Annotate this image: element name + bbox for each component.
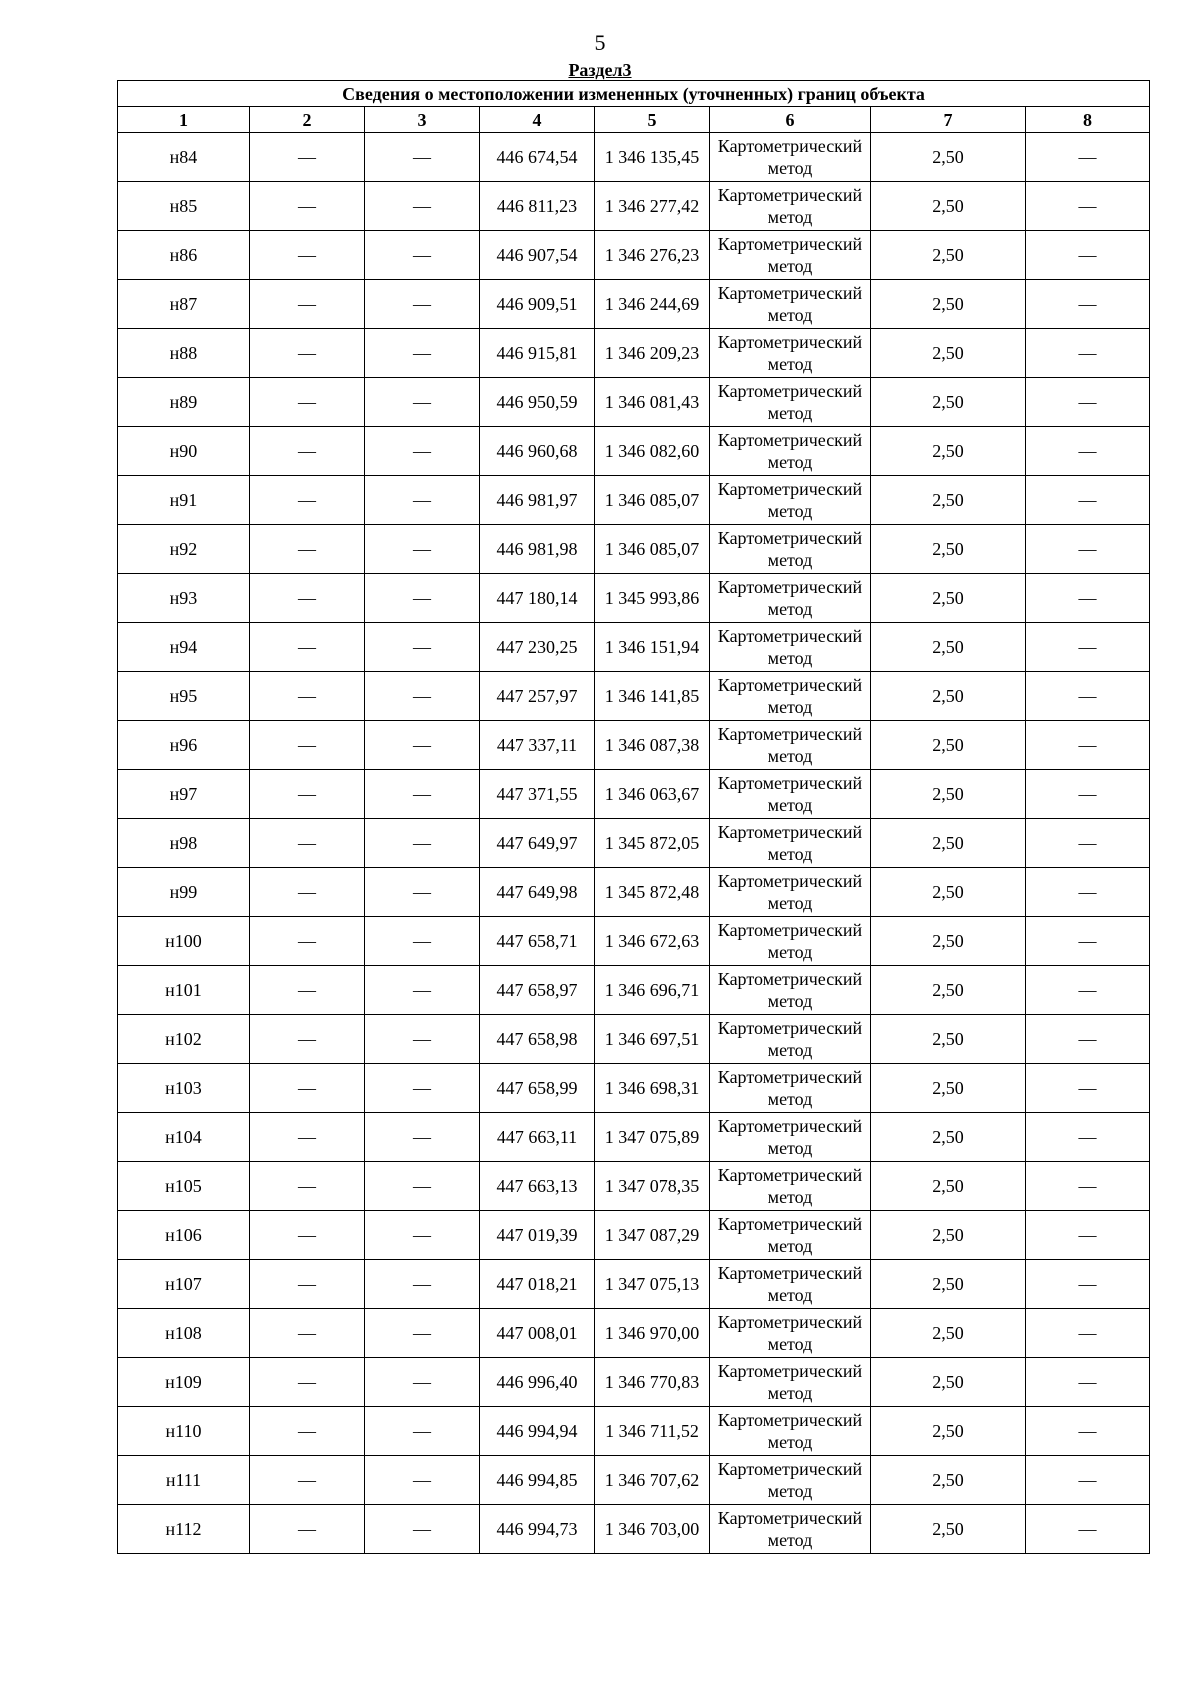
x-coordinate-cell: 447 371,55 [480, 770, 595, 819]
dash-cell: — [1026, 1456, 1150, 1505]
x-coordinate-cell: 447 018,21 [480, 1260, 595, 1309]
y-coordinate-cell: 1 346 698,31 [595, 1064, 710, 1113]
dash-cell: — [250, 280, 365, 329]
accuracy-cell: 2,50 [871, 868, 1026, 917]
dash-cell: — [1026, 1260, 1150, 1309]
y-coordinate-cell: 1 346 135,45 [595, 133, 710, 182]
y-coordinate-cell: 1 346 085,07 [595, 525, 710, 574]
method-cell: Картометрический метод [710, 1407, 871, 1456]
dash-cell: — [250, 966, 365, 1015]
table-row [118, 182, 1150, 231]
accuracy-cell: 2,50 [871, 966, 1026, 1015]
y-coordinate-cell: 1 346 703,00 [595, 1505, 710, 1554]
dash-cell: — [365, 574, 480, 623]
dash-cell: — [365, 868, 480, 917]
accuracy-cell: 2,50 [871, 1456, 1026, 1505]
method-cell: Картометрический метод [710, 1505, 871, 1554]
column-number: 2 [250, 107, 365, 133]
dash-cell: — [1026, 966, 1150, 1015]
dash-cell: — [1026, 1358, 1150, 1407]
y-coordinate-cell: 1 346 087,38 [595, 721, 710, 770]
table-row [118, 427, 1150, 476]
dash-cell: — [1026, 721, 1150, 770]
dash-cell: — [1026, 329, 1150, 378]
section-title: Раздел3 [568, 60, 632, 80]
dash-cell: — [1026, 819, 1150, 868]
x-coordinate-cell: 447 230,25 [480, 623, 595, 672]
accuracy-cell: 2,50 [871, 476, 1026, 525]
y-coordinate-cell: 1 346 770,83 [595, 1358, 710, 1407]
accuracy-cell: 2,50 [871, 1162, 1026, 1211]
dash-cell: — [250, 868, 365, 917]
point-name-cell: н92 [118, 525, 250, 574]
method-cell: Картометрический метод [710, 1015, 871, 1064]
point-name-cell: н94 [118, 623, 250, 672]
boundary-coordinates-table [117, 80, 1150, 1554]
table-row [118, 476, 1150, 525]
dash-cell: — [250, 427, 365, 476]
x-coordinate-cell: 446 994,94 [480, 1407, 595, 1456]
dash-cell: — [1026, 525, 1150, 574]
x-coordinate-cell: 447 663,11 [480, 1113, 595, 1162]
point-name-cell: н88 [118, 329, 250, 378]
method-cell: Картометрический метод [710, 868, 871, 917]
table-row [118, 1064, 1150, 1113]
dash-cell: — [250, 1358, 365, 1407]
dash-cell: — [250, 1407, 365, 1456]
dash-cell: — [250, 133, 365, 182]
table-row [118, 966, 1150, 1015]
table-row [118, 868, 1150, 917]
dash-cell: — [1026, 1113, 1150, 1162]
dash-cell: — [365, 1456, 480, 1505]
dash-cell: — [365, 819, 480, 868]
dash-cell: — [1026, 1015, 1150, 1064]
accuracy-cell: 2,50 [871, 917, 1026, 966]
point-name-cell: н90 [118, 427, 250, 476]
point-name-cell: н108 [118, 1309, 250, 1358]
accuracy-cell: 2,50 [871, 1064, 1026, 1113]
accuracy-cell: 2,50 [871, 574, 1026, 623]
method-cell: Картометрический метод [710, 231, 871, 280]
method-cell: Картометрический метод [710, 966, 871, 1015]
table-row [118, 1113, 1150, 1162]
x-coordinate-cell: 447 649,98 [480, 868, 595, 917]
dash-cell: — [365, 672, 480, 721]
x-coordinate-cell: 446 811,23 [480, 182, 595, 231]
accuracy-cell: 2,50 [871, 721, 1026, 770]
table-row [118, 819, 1150, 868]
dash-cell: — [1026, 1407, 1150, 1456]
table-row [118, 1456, 1150, 1505]
table-row [118, 721, 1150, 770]
table-row [118, 917, 1150, 966]
accuracy-cell: 2,50 [871, 1407, 1026, 1456]
page-number: 5 [594, 30, 606, 55]
x-coordinate-cell: 447 658,98 [480, 1015, 595, 1064]
accuracy-cell: 2,50 [871, 1113, 1026, 1162]
accuracy-cell: 2,50 [871, 1015, 1026, 1064]
method-cell: Картометрический метод [710, 182, 871, 231]
dash-cell: — [365, 623, 480, 672]
dash-cell: — [365, 966, 480, 1015]
dash-cell: — [1026, 1211, 1150, 1260]
accuracy-cell: 2,50 [871, 1211, 1026, 1260]
dash-cell: — [250, 721, 365, 770]
x-coordinate-cell: 447 658,71 [480, 917, 595, 966]
table-row [118, 1015, 1150, 1064]
table-row [118, 231, 1150, 280]
table-row [118, 770, 1150, 819]
dash-cell: — [250, 1064, 365, 1113]
method-cell: Картометрический метод [710, 917, 871, 966]
dash-cell: — [250, 1211, 365, 1260]
dash-cell: — [250, 378, 365, 427]
column-number: 6 [710, 107, 871, 133]
column-number-row [118, 107, 1150, 133]
y-coordinate-cell: 1 346 672,63 [595, 917, 710, 966]
dash-cell: — [250, 182, 365, 231]
dash-cell: — [1026, 1162, 1150, 1211]
method-cell: Картометрический метод [710, 1211, 871, 1260]
point-name-cell: н89 [118, 378, 250, 427]
column-number: 3 [365, 107, 480, 133]
dash-cell: — [250, 819, 365, 868]
table-body [118, 133, 1150, 1554]
point-name-cell: н96 [118, 721, 250, 770]
table-caption: Сведения о местоположении измененных (уточненных) границ объекта [118, 81, 1150, 107]
method-cell: Картометрический метод [710, 378, 871, 427]
accuracy-cell: 2,50 [871, 133, 1026, 182]
column-number: 5 [595, 107, 710, 133]
dash-cell: — [1026, 623, 1150, 672]
dash-cell: — [365, 427, 480, 476]
y-coordinate-cell: 1 346 063,67 [595, 770, 710, 819]
x-coordinate-cell: 447 337,11 [480, 721, 595, 770]
dash-cell: — [365, 1407, 480, 1456]
accuracy-cell: 2,50 [871, 231, 1026, 280]
method-cell: Картометрический метод [710, 329, 871, 378]
dash-cell: — [365, 917, 480, 966]
dash-cell: — [1026, 231, 1150, 280]
dash-cell: — [365, 476, 480, 525]
method-cell: Картометрический метод [710, 819, 871, 868]
point-name-cell: н100 [118, 917, 250, 966]
dash-cell: — [1026, 1064, 1150, 1113]
dash-cell: — [1026, 1309, 1150, 1358]
y-coordinate-cell: 1 347 087,29 [595, 1211, 710, 1260]
point-name-cell: н95 [118, 672, 250, 721]
dash-cell: — [250, 917, 365, 966]
dash-cell: — [250, 623, 365, 672]
dash-cell: — [365, 1113, 480, 1162]
y-coordinate-cell: 1 346 277,42 [595, 182, 710, 231]
x-coordinate-cell: 446 994,85 [480, 1456, 595, 1505]
method-cell: Картометрический метод [710, 133, 871, 182]
method-cell: Картометрический метод [710, 1064, 871, 1113]
table-row [118, 525, 1150, 574]
point-name-cell: н102 [118, 1015, 250, 1064]
accuracy-cell: 2,50 [871, 329, 1026, 378]
y-coordinate-cell: 1 347 075,13 [595, 1260, 710, 1309]
accuracy-cell: 2,50 [871, 1309, 1026, 1358]
dash-cell: — [250, 1015, 365, 1064]
dash-cell: — [1026, 917, 1150, 966]
y-coordinate-cell: 1 346 707,62 [595, 1456, 710, 1505]
method-cell: Картометрический метод [710, 1358, 871, 1407]
dash-cell: — [250, 672, 365, 721]
accuracy-cell: 2,50 [871, 182, 1026, 231]
x-coordinate-cell: 446 981,97 [480, 476, 595, 525]
dash-cell: — [365, 770, 480, 819]
point-name-cell: н99 [118, 868, 250, 917]
y-coordinate-cell: 1 346 151,94 [595, 623, 710, 672]
method-cell: Картометрический метод [710, 427, 871, 476]
dash-cell: — [365, 1260, 480, 1309]
x-coordinate-cell: 446 915,81 [480, 329, 595, 378]
dash-cell: — [250, 574, 365, 623]
y-coordinate-cell: 1 346 696,71 [595, 966, 710, 1015]
accuracy-cell: 2,50 [871, 672, 1026, 721]
y-coordinate-cell: 1 347 078,35 [595, 1162, 710, 1211]
dash-cell: — [365, 378, 480, 427]
dash-cell: — [250, 1456, 365, 1505]
column-number: 8 [1026, 107, 1150, 133]
table-row [118, 1358, 1150, 1407]
y-coordinate-cell: 1 346 244,69 [595, 280, 710, 329]
y-coordinate-cell: 1 346 209,23 [595, 329, 710, 378]
point-name-cell: н103 [118, 1064, 250, 1113]
dash-cell: — [1026, 1505, 1150, 1554]
x-coordinate-cell: 446 960,68 [480, 427, 595, 476]
accuracy-cell: 2,50 [871, 280, 1026, 329]
table-row [118, 133, 1150, 182]
column-number: 1 [118, 107, 250, 133]
x-coordinate-cell: 447 257,97 [480, 672, 595, 721]
dash-cell: — [1026, 133, 1150, 182]
point-name-cell: н105 [118, 1162, 250, 1211]
accuracy-cell: 2,50 [871, 427, 1026, 476]
y-coordinate-cell: 1 346 697,51 [595, 1015, 710, 1064]
accuracy-cell: 2,50 [871, 525, 1026, 574]
x-coordinate-cell: 447 658,97 [480, 966, 595, 1015]
dash-cell: — [250, 231, 365, 280]
column-number: 7 [871, 107, 1026, 133]
dash-cell: — [1026, 378, 1150, 427]
y-coordinate-cell: 1 347 075,89 [595, 1113, 710, 1162]
x-coordinate-cell: 446 909,51 [480, 280, 595, 329]
dash-cell: — [250, 1505, 365, 1554]
y-coordinate-cell: 1 345 872,48 [595, 868, 710, 917]
point-name-cell: н84 [118, 133, 250, 182]
point-name-cell: н86 [118, 231, 250, 280]
point-name-cell: н110 [118, 1407, 250, 1456]
x-coordinate-cell: 447 008,01 [480, 1309, 595, 1358]
method-cell: Картометрический метод [710, 476, 871, 525]
x-coordinate-cell: 447 019,39 [480, 1211, 595, 1260]
dash-cell: — [365, 1211, 480, 1260]
dash-cell: — [1026, 182, 1150, 231]
dash-cell: — [365, 1015, 480, 1064]
y-coordinate-cell: 1 345 872,05 [595, 819, 710, 868]
y-coordinate-cell: 1 346 081,43 [595, 378, 710, 427]
y-coordinate-cell: 1 345 993,86 [595, 574, 710, 623]
point-name-cell: н91 [118, 476, 250, 525]
point-name-cell: н85 [118, 182, 250, 231]
dash-cell: — [365, 182, 480, 231]
table-row [118, 1260, 1150, 1309]
x-coordinate-cell: 446 996,40 [480, 1358, 595, 1407]
method-cell: Картометрический метод [710, 574, 871, 623]
y-coordinate-cell: 1 346 276,23 [595, 231, 710, 280]
x-coordinate-cell: 446 674,54 [480, 133, 595, 182]
dash-cell: — [1026, 574, 1150, 623]
x-coordinate-cell: 447 649,97 [480, 819, 595, 868]
point-name-cell: н101 [118, 966, 250, 1015]
dash-cell: — [1026, 868, 1150, 917]
x-coordinate-cell: 446 994,73 [480, 1505, 595, 1554]
dash-cell: — [365, 231, 480, 280]
dash-cell: — [365, 721, 480, 770]
dash-cell: — [365, 280, 480, 329]
dash-cell: — [365, 1505, 480, 1554]
table-row [118, 1505, 1150, 1554]
y-coordinate-cell: 1 346 711,52 [595, 1407, 710, 1456]
x-coordinate-cell: 447 180,14 [480, 574, 595, 623]
method-cell: Картометрический метод [710, 525, 871, 574]
dash-cell: — [250, 770, 365, 819]
point-name-cell: н97 [118, 770, 250, 819]
dash-cell: — [365, 329, 480, 378]
dash-cell: — [250, 1260, 365, 1309]
table-row [118, 378, 1150, 427]
dash-cell: — [250, 329, 365, 378]
dash-cell: — [250, 1113, 365, 1162]
dash-cell: — [250, 1162, 365, 1211]
point-name-cell: н104 [118, 1113, 250, 1162]
method-cell: Картометрический метод [710, 721, 871, 770]
method-cell: Картометрический метод [710, 1309, 871, 1358]
accuracy-cell: 2,50 [871, 770, 1026, 819]
dash-cell: — [1026, 476, 1150, 525]
table-row [118, 672, 1150, 721]
table-row [118, 1162, 1150, 1211]
method-cell: Картометрический метод [710, 1260, 871, 1309]
point-name-cell: н93 [118, 574, 250, 623]
dash-cell: — [365, 133, 480, 182]
method-cell: Картометрический метод [710, 672, 871, 721]
accuracy-cell: 2,50 [871, 1358, 1026, 1407]
accuracy-cell: 2,50 [871, 1260, 1026, 1309]
dash-cell: — [365, 1064, 480, 1113]
method-cell: Картометрический метод [710, 1456, 871, 1505]
point-name-cell: н109 [118, 1358, 250, 1407]
dash-cell: — [365, 1309, 480, 1358]
accuracy-cell: 2,50 [871, 1505, 1026, 1554]
dash-cell: — [1026, 427, 1150, 476]
accuracy-cell: 2,50 [871, 378, 1026, 427]
method-cell: Картометрический метод [710, 1162, 871, 1211]
point-name-cell: н111 [118, 1456, 250, 1505]
dash-cell: — [365, 1162, 480, 1211]
x-coordinate-cell: 446 981,98 [480, 525, 595, 574]
table-row [118, 1211, 1150, 1260]
point-name-cell: н106 [118, 1211, 250, 1260]
dash-cell: — [1026, 280, 1150, 329]
x-coordinate-cell: 446 950,59 [480, 378, 595, 427]
point-name-cell: н98 [118, 819, 250, 868]
point-name-cell: н87 [118, 280, 250, 329]
accuracy-cell: 2,50 [871, 623, 1026, 672]
table-row [118, 574, 1150, 623]
accuracy-cell: 2,50 [871, 819, 1026, 868]
y-coordinate-cell: 1 346 085,07 [595, 476, 710, 525]
dash-cell: — [1026, 672, 1150, 721]
x-coordinate-cell: 446 907,54 [480, 231, 595, 280]
table-row [118, 1309, 1150, 1358]
table-row [118, 280, 1150, 329]
column-number: 4 [480, 107, 595, 133]
x-coordinate-cell: 447 663,13 [480, 1162, 595, 1211]
x-coordinate-cell: 447 658,99 [480, 1064, 595, 1113]
y-coordinate-cell: 1 346 141,85 [595, 672, 710, 721]
method-cell: Картометрический метод [710, 770, 871, 819]
method-cell: Картометрический метод [710, 1113, 871, 1162]
method-cell: Картометрический метод [710, 280, 871, 329]
y-coordinate-cell: 1 346 082,60 [595, 427, 710, 476]
method-cell: Картометрический метод [710, 623, 871, 672]
table-row [118, 623, 1150, 672]
dash-cell: — [250, 476, 365, 525]
dash-cell: — [250, 1309, 365, 1358]
table-row [118, 329, 1150, 378]
table-row [118, 1407, 1150, 1456]
dash-cell: — [365, 525, 480, 574]
dash-cell: — [1026, 770, 1150, 819]
dash-cell: — [250, 525, 365, 574]
dash-cell: — [365, 1358, 480, 1407]
point-name-cell: н107 [118, 1260, 250, 1309]
point-name-cell: н112 [118, 1505, 250, 1554]
y-coordinate-cell: 1 346 970,00 [595, 1309, 710, 1358]
